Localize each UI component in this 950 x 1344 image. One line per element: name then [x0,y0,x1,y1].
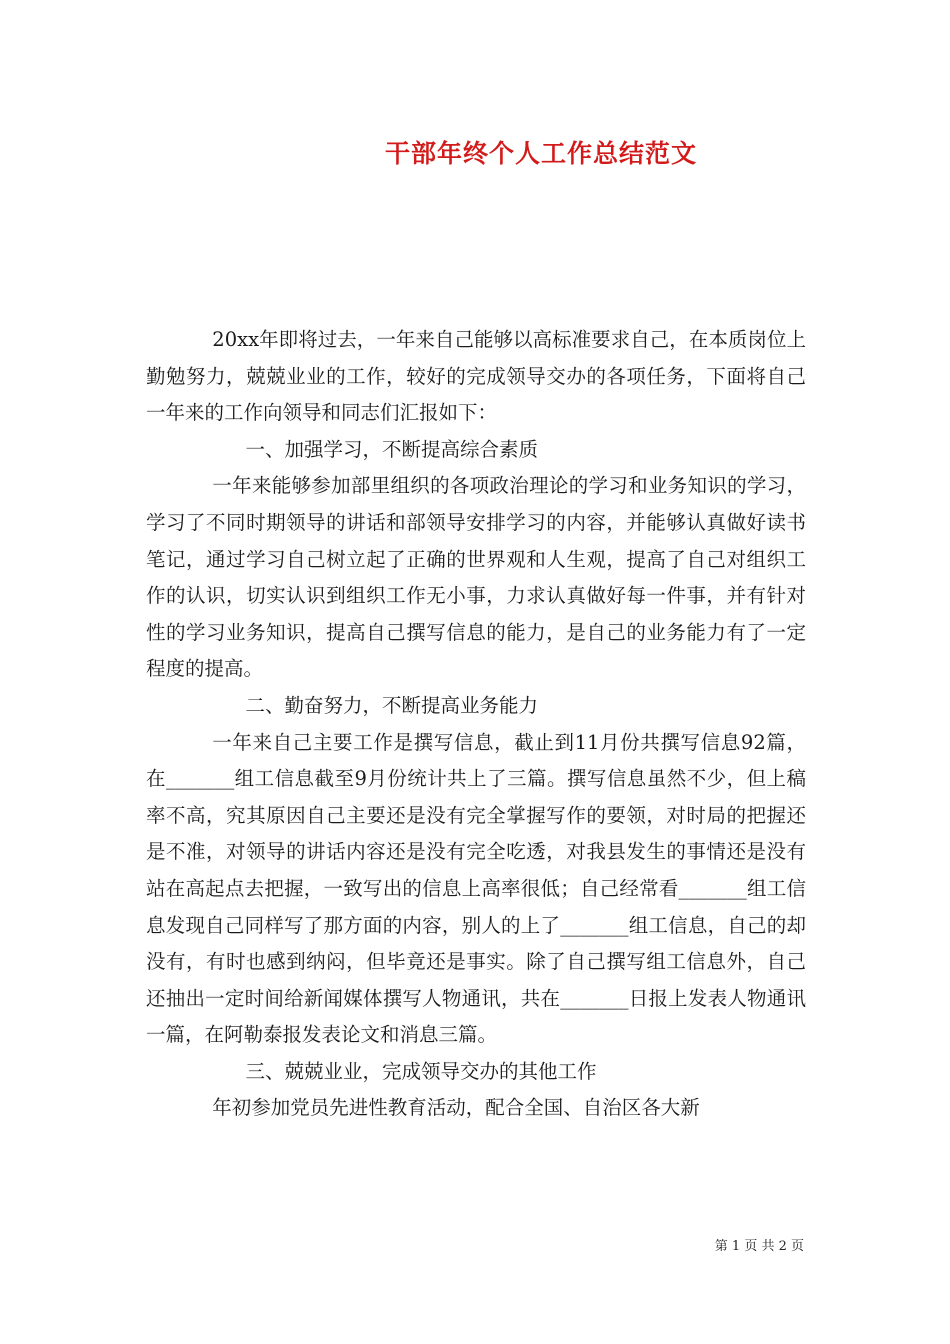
document-title: 干部年终个人工作总结范文 [384,139,697,168]
paragraph-section-3: 年初参加党员先进性教育活动，配合全国、自治区各大新 [212,1096,700,1120]
section-heading-2: 二、勤奋努力，不断提高业务能力 [245,693,538,717]
paragraph-section-2: 一年来自己主要工作是撰写信息，截止到11月份共撰写信息92篇，在_______组工信息截至9月份统计共上了三篇。撰写信息虽然不少，但上稿率不高，究其原因自己主要还是没有完全掌握写作的要领，对时局的把握还是不准，对领导的讲话内容还是没有完全吃透，对我县发生的事情还是没有站在高起点去把握，一致写出的信息上高率很低；自己经常看_______组工信息发现自己同样写了那方面的内容，别人的上了_______组工信息，自己的却没有，有时也感到纳闷，但毕竟还是事实。除了自己撰写组工信息外，自己还抽出一定时间给新闻媒体撰写人物通讯，共在_______日报上发表人物通讯一篇，在阿勒泰报发表论文和消息三篇。 [146,730,806,1047]
section-heading-1: 一、加强学习，不断提高综合素质 [245,437,538,461]
page-footer: 第 1 页 共 2 页 [714,1239,804,1254]
section-heading-3: 三、兢兢业业，完成领导交办的其他工作 [245,1059,597,1083]
document-body [146,322,806,1127]
paragraph-section-1: 一年来能够参加部里组织的各项政治理论的学习和业务知识的学习，学习了不同时期领导的讲话和部领导安排学习的内容，并能够认真做好读书笔记，通过学习自己树立起了正确的世界观和人生观，提高了自己对组织工作的认识，切实认识到组织工作无小事，力求认真做好每一件事，并有针对性的学习业务知识，提高自己撰写信息的能力，是自己的业务能力有了一定程度的提高。 [146,474,806,681]
paragraph-intro: 20xx年即将过去，一年来自己能够以高标准要求自己，在本质岗位上勤勉努力，兢兢业业的工作，较好的完成领导交办的各项任务，下面将自己一年来的工作向领导和同志们汇报如下： [146,328,806,425]
